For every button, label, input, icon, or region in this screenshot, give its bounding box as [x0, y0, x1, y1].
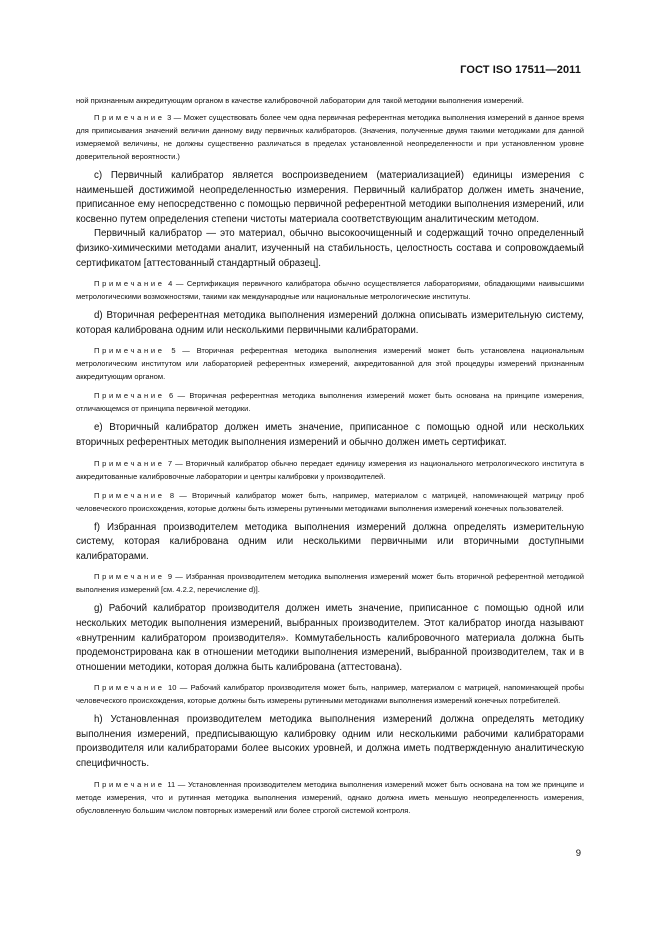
- note-text: 6 — Вторичная референтная методика выполнения измерений может быть основана на принципе измерения, отличающемся от принципа первичной методики.: [76, 391, 584, 414]
- note-11: [76, 778, 584, 817]
- note-label: Примечание: [94, 779, 165, 789]
- note-text: 11 — Установленная производителем методика выполнения измерений может быть основана на том же принципе и методе измерения, что и рутинная методика выполнения измерений, однако должна иметь меньшую неопределенность измерения, обусловленную большим числом повторных измерений или более строгой системой контроля.: [76, 779, 584, 815]
- note-8: [76, 489, 584, 515]
- note-label: Примечание: [94, 391, 165, 401]
- note-3: [76, 111, 584, 163]
- note-text: 8 — Вторичный калибратор может быть, например, материалом с матрицей, напоминающей матрицу проб человеческого происхождения, которые должны быть измерены рутинными методиками выполнения измерений конечных пользователей.: [76, 490, 584, 513]
- standard-header: ГОСТ ISO 17511—2011: [460, 64, 581, 76]
- intro-paragraph: ной признанным аккредитующим органом в качестве калибровочной лаборатории для такой методики выполнения измерений.: [76, 96, 524, 105]
- note-label: Примечание: [94, 279, 165, 289]
- note-text: 3 — Может существовать более чем одна первичная референтная методика выполнения измерений в данное время для приписывания значений величин данному виду первичных калибраторов. (Значения, полученные двумя такими методиками для данной измеряемой величины, не должны существенно различаться в пределах установленной неопределенности и при установленном уровне доверительной вероятности.): [76, 113, 584, 161]
- note-5: [76, 344, 584, 383]
- page-body: [76, 94, 584, 817]
- note-label: Примечание: [94, 458, 165, 468]
- note-text: 10 — Рабочий калибратор производителя может быть, например, материалом с матрицей, напоминающей пробы человеческого происхождения, которые должны быть измерены рутинными методиками выполнения измерений конечных потребителей.: [76, 683, 584, 706]
- note-label: Примечание: [94, 572, 165, 582]
- item-c: c) Первичный калибратор является воспроизведением (материализацией) единицы измерения с наименьшей достижимой неопределенностью измерения. Первичный калибратор должен иметь значение, приписанное ему непосредственно с помощью первичной референтной методики выполнения измерений, или косвенно путем определения степени чистоты материала соответствующим аналитическим методом.: [76, 170, 584, 225]
- item-h: h) Установленная производителем методика выполнения измерений должна определять методику выполнения измерений, предписывающую калибровку одним или несколькими рабочими калибраторами производителя или калибраторами более высоких уровней, и должна иметь подтвержденную аналитическую специфичность.: [76, 714, 584, 770]
- item-g: g) Рабочий калибратор производителя должен иметь значение, приписанное с помощью одной или нескольких методик выполнения измерений, выбранных производителем. Этот калибратор иногда называют «внутренним калибратором производителя». Коммутабельность калибровочного материала должна быть продемонстрирована как в отношении методики выполнения измерений, выбранной производителем, так и в отношении методики, которая должна быть калиброванa (аттестована).: [76, 603, 584, 673]
- note-label: Примечание: [94, 346, 165, 356]
- note-text: 4 — Сертификация первичного калибратора обычно осуществляется лабораториями, обладающими наивысшими метрологическими возможностями, такими как международные или национальные метрологические институты.: [76, 279, 584, 302]
- note-9: [76, 570, 584, 596]
- item-d: d) Вторичная референтная методика выполнения измерений должна описывать измерительную систему, которая калибрована одним или несколькими первичными калибраторами.: [76, 310, 584, 336]
- note-label: Примечание: [94, 490, 165, 500]
- note-4: [76, 277, 584, 303]
- item-c-continued: Первичный калибратор — это материал, обычно высокоочищенный и содержащий точно определенный физико-химическими методами аналит, изученный на стабильность, целостность состава и сопровождаемый сертификатом [аттестованный стандартный образец].: [76, 228, 584, 269]
- note-text: 9 — Избранная производителем методика выполнения измерений может быть вторичной референтной методикой выполнения измерений [см. 4.2.2, перечисление d)].: [76, 572, 584, 595]
- note-label: Примечание: [94, 113, 165, 122]
- note-text: 7 — Вторичный калибратор обычно передает единицу измерения из национального метрологического института в аккредитованные калибровочные лаборатории и центры калибровки у производителей.: [76, 458, 584, 481]
- note-text: 5 — Вторичная референтная методика выполнения измерений может быть установлена национальным метрологическим институтом или лабораторией референтных измерений, аккредитованной для этой процедуры измерений признанным аккредитующим органом.: [76, 346, 584, 382]
- page-number: 9: [575, 848, 581, 859]
- note-6: [76, 389, 584, 415]
- note-10: [76, 681, 584, 707]
- note-label: Примечание: [94, 683, 165, 693]
- item-f: f) Избранная производителем методика выполнения измерений должна определять измерительную систему, которая калибрована одним или несколькими первичными или вторичными доступными калибраторами.: [76, 521, 584, 562]
- item-e: e) Вторичный калибратор должен иметь значение, приписанное с помощью одной или нескольких вторичных референтных методик выполнения измерений и обычно должен иметь сертификат.: [76, 422, 584, 448]
- note-7: [76, 457, 584, 483]
